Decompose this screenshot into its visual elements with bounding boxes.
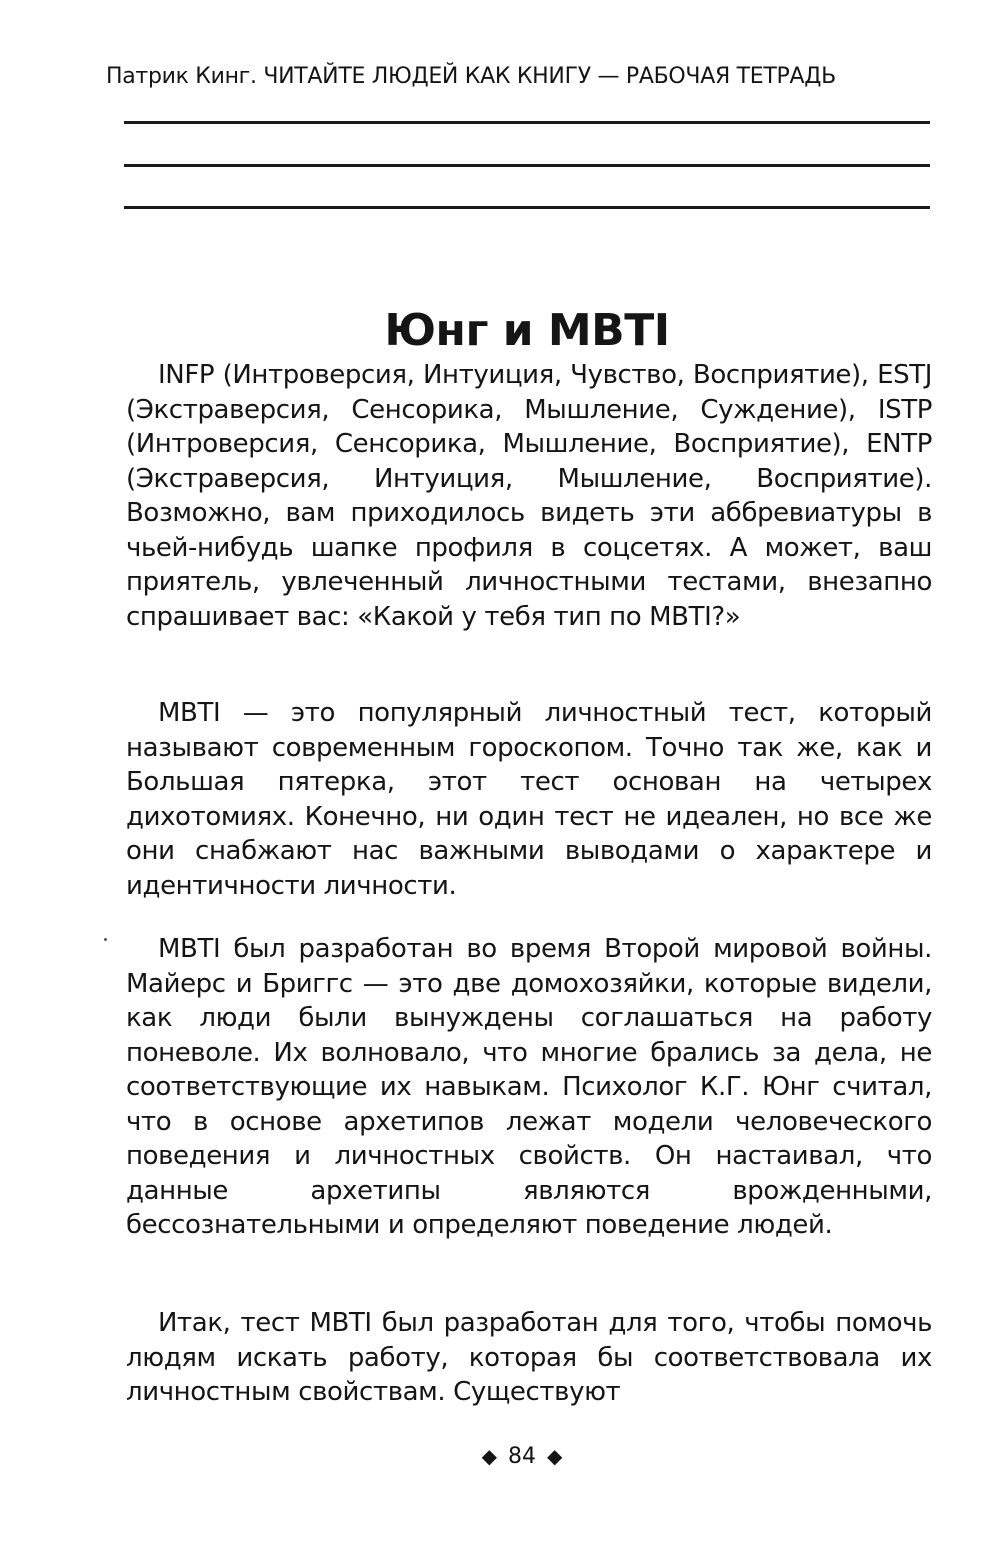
paragraph-2: MBTI — это популярный личностный тест, который называют современным гороскопом. Точно так же, как и Большая пятерка, этот тест основан на четырех дихотомиях. Конечно, ни один тест не идеален, но все же они снабжают нас важными выводами о характере и идентичности личности. bbox=[126, 698, 932, 901]
page-folio bbox=[0, 1440, 1000, 1473]
diamond-ornament-icon: ◆ bbox=[481, 1444, 497, 1468]
writing-line-3 bbox=[124, 206, 930, 209]
chapter-title: Юнг и MBTI bbox=[384, 305, 670, 357]
writing-line-1 bbox=[124, 121, 930, 124]
paragraph-3: MBTI был разработан во время Второй мировой войны. Майерс и Бриггс — это две домохозяйки, которые видели, как люди были вынуждены соглашаться на работу поневоле. Их волновало, что многие брались за дела, не соответствующие их навыкам. Психолог К.Г. Юнг считал, что в основе архетипов лежат модели человеческого поведения и личностных свойств. Он настаивал, что данные архетипы являются врожденными, бессознательными и определяют поведение людей. bbox=[126, 934, 932, 1240]
diamond-ornament-icon: ◆ bbox=[547, 1444, 563, 1468]
print-speck bbox=[104, 938, 107, 941]
writing-line-2 bbox=[124, 164, 930, 167]
running-header: Патрик Кинг. ЧИТАЙТЕ ЛЮДЕЙ КАК КНИГУ — РАБОЧАЯ ТЕТРАДЬ bbox=[106, 64, 836, 89]
page-number: 84 bbox=[508, 1444, 536, 1469]
paragraph-1: INFP (Интроверсия, Интуиция, Чувство, Восприятие), ESTJ (Экстраверсия, Сенсорика, Мышление, Суждение), ISTP (Интроверсия, Сенсорика, Мышление, Восприятие), ENTP (Экстраверсия, Интуиция, Мышление, Восприятие). Возможно, вам приходилось видеть эти аббревиатуры в чьей-нибудь шапке профиля в соцсетях. А может, ваш приятель, увлеченный личностными тестами, внезапно спрашивает вас: «Какой у тебя тип по MBTI?» bbox=[126, 360, 932, 632]
paragraph-4: Итак, тест MBTI был разработан для того, чтобы помочь людям искать работу, которая бы соответствовала их личностным свойствам. Существуют bbox=[126, 1308, 932, 1407]
